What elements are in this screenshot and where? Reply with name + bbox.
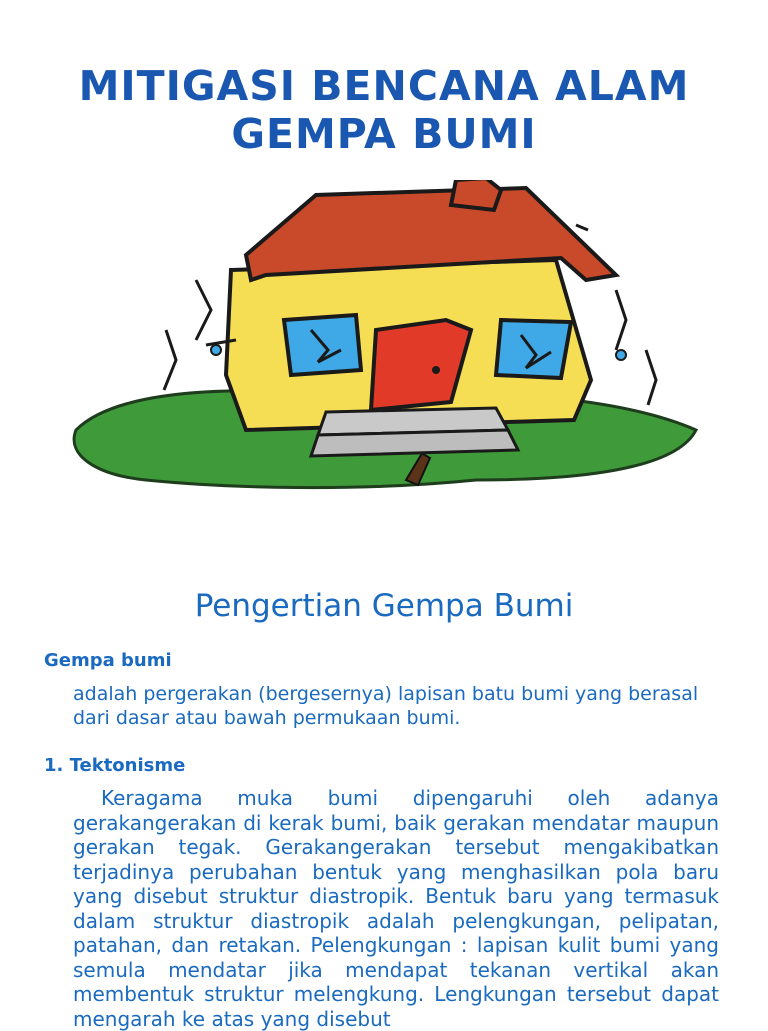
shaking-house-earthquake-icon bbox=[56, 180, 716, 500]
document-title bbox=[0, 62, 768, 158]
section-heading: Pengertian Gempa Bumi bbox=[194, 588, 574, 624]
definition-paragraph: adalah pergerakan (bergesernya) lapisan batu bumi yang berasal dari dasar atau bawah permukaan bumi. bbox=[73, 683, 699, 729]
term-heading: Gempa bumi bbox=[44, 650, 172, 671]
title-line-1: MITIGASI BENCANA ALAM bbox=[78, 62, 690, 110]
body-paragraph: Keragama muka bumi dipengaruhi oleh adanya gerakangerakan di kerak bumi, baik gerakan mendatar maupun gerakan tegak. Gerakangerakan tersebut mengakibatkan terjadinya perubahan bentuk yang menghasilkan pola baru yang disebut struktur diastropik. Bentuk baru yang termasuk dalam struktur diastropik adalah pelengkungan, pelipatan, patahan, dan retakan. Pelengkungan : lapisan kulit bumi yang semula mendatar jika mendapat tekanan vertikal akan membentuk struktur melengkung. Lengkungan tersebut dapat mengarah ke atas yang disebut bbox=[73, 786, 719, 1031]
sub-heading-tektonisme: 1. Tektonisme bbox=[44, 755, 186, 776]
title-line-2: GEMPA BUMI bbox=[231, 110, 537, 158]
